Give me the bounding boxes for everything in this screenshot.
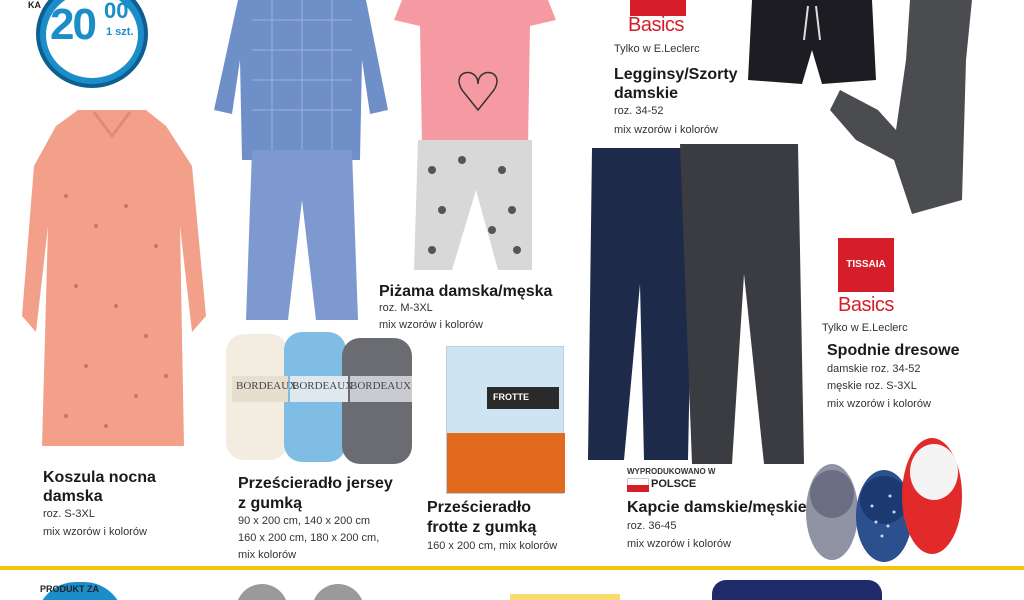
frotte-dims: 160 x 200 cm, mix kolorów <box>427 540 558 552</box>
sweatpants-line2: męskie roz. S-3XL <box>827 380 917 392</box>
section-divider <box>0 566 1024 570</box>
jersey-package-label-3: BORDEAUX <box>350 380 412 392</box>
basics-label-right: Basics <box>838 294 894 316</box>
leggings-size: roz. 34-52 <box>614 105 664 117</box>
price-unit: 1 szt. <box>106 26 134 38</box>
pajamas-women-image <box>392 0 558 276</box>
price-main: 20 <box>50 0 95 49</box>
price-badge <box>36 0 148 88</box>
frotte-package-label: FROTTE <box>493 392 529 402</box>
sweatpants-image <box>584 144 808 468</box>
tissaia-logo-text: TISSAIA <box>838 238 894 292</box>
pajamas-size: roz. M-3XL <box>379 302 433 314</box>
made-in-label-line1: WYPRODUKOWANO W <box>627 467 716 476</box>
pajamas-men-image <box>212 0 392 324</box>
jersey-title-line1: Prześcieradło jersey <box>238 475 393 492</box>
leggings-note: mix wzorów i kolorów <box>614 124 718 136</box>
bottom-slipper-left <box>236 584 288 600</box>
leggings-image <box>826 0 976 218</box>
slippers-title: Kapcie damskie/męskie <box>627 499 807 516</box>
pajamas-note: mix wzorów i kolorów <box>379 319 483 331</box>
bottom-shirt <box>712 580 882 600</box>
pajamas-title: Piżama damska/męska <box>379 283 553 300</box>
basics-label-top: Basics <box>628 14 684 36</box>
jersey-title-line2: z gumką <box>238 495 303 512</box>
made-in-label-line2: POLSCE <box>651 478 697 490</box>
tissaia-logo-right <box>838 238 894 292</box>
jersey-package-label-1: BORDEAUX <box>236 380 298 392</box>
jersey-dims2: 160 x 200 cm, 180 x 200 cm, <box>238 532 380 544</box>
sweatpants-exclusive: Tylko w E.Leclerc <box>822 322 908 334</box>
leggings-title-line2: damskie <box>614 85 679 102</box>
jersey-note: mix kolorów <box>238 549 297 561</box>
frotte-title-line1: Prześcieradło <box>427 499 532 516</box>
sweatpants-title: Spodnie dresowe <box>827 342 960 359</box>
bottom-badge-text: PRODUKT ZA <box>40 584 99 594</box>
nightgown-image <box>16 106 210 456</box>
nightgown-title-line1: Koszula nocna <box>43 469 156 486</box>
leggings-title-line1: Legginsy/Szorty <box>614 66 738 83</box>
bottom-slipper-right <box>312 584 364 600</box>
jersey-package-label-2: BORDEAUX <box>292 380 354 392</box>
slippers-size: roz. 36-45 <box>627 520 677 532</box>
frotte-package <box>446 346 564 494</box>
slippers-image <box>802 426 968 562</box>
slippers-note: mix wzorów i kolorów <box>627 538 731 550</box>
poland-flag-icon <box>627 478 649 492</box>
jersey-dims1: 90 x 200 cm, 140 x 200 cm <box>238 515 371 527</box>
nightgown-note: mix wzorów i kolorów <box>43 526 147 538</box>
frotte-title-line2: frotte z gumką <box>427 519 537 536</box>
nightgown-title-line2: damska <box>43 488 103 505</box>
leggings-exclusive: Tylko w E.Leclerc <box>614 43 700 55</box>
bottom-item-center <box>510 594 620 600</box>
frotte-package-band <box>447 433 565 493</box>
badge-edge-text: KA <box>28 0 41 10</box>
sweatpants-line1: damskie roz. 34-52 <box>827 363 921 375</box>
price-decimal: 00 <box>104 0 129 23</box>
nightgown-size: roz. S-3XL <box>43 508 95 520</box>
sweatpants-note: mix wzorów i kolorów <box>827 398 931 410</box>
